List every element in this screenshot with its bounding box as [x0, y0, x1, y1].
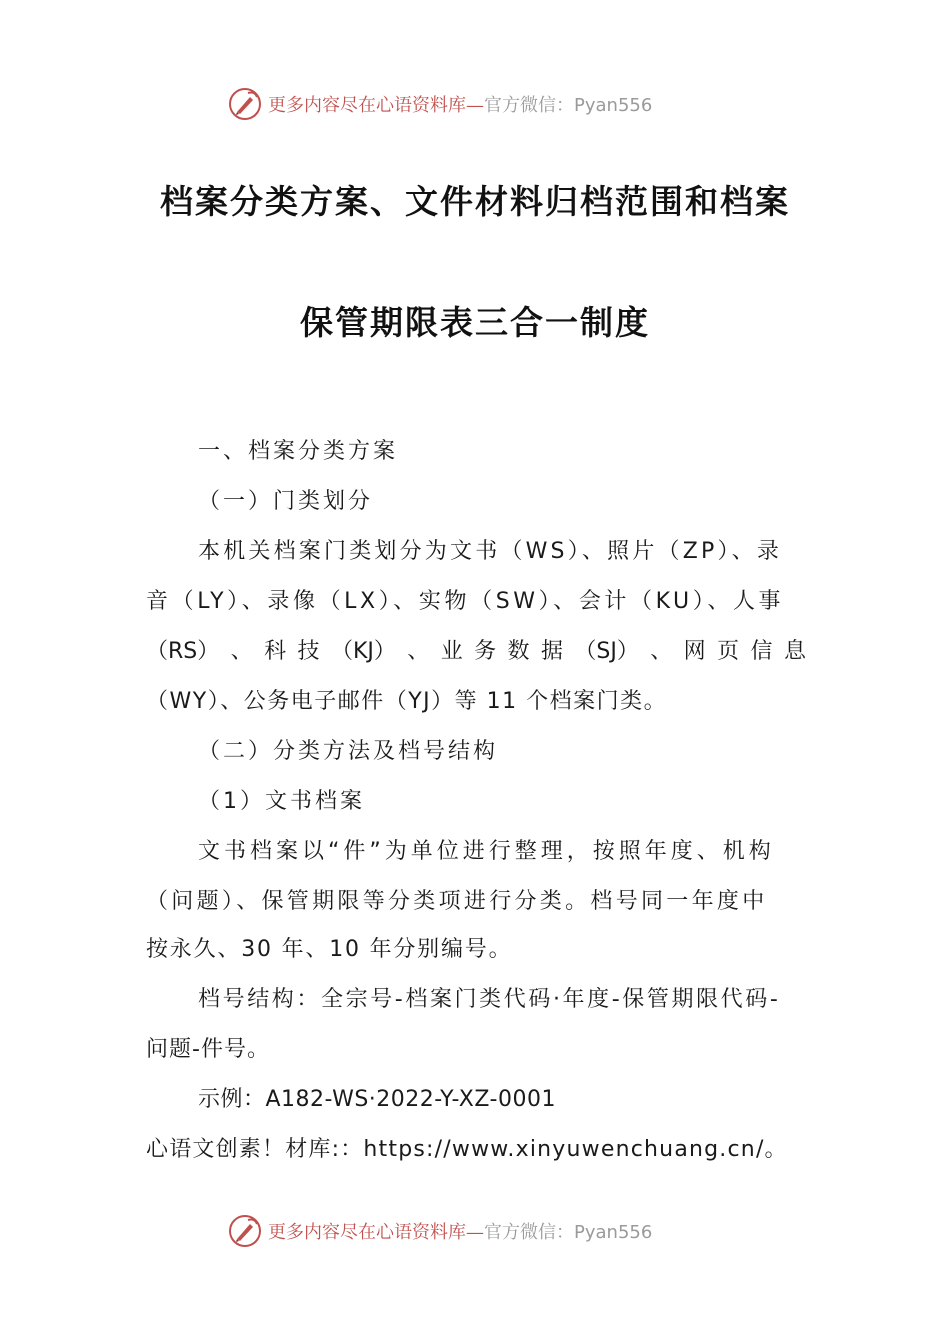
section-heading-1: 一、档案分类方案	[198, 439, 399, 464]
text-fragment: 技	[297, 639, 320, 664]
paragraph-2-line-2: （问题）、保管期限等分类项进行分类。档号同一年度中	[146, 889, 768, 914]
watermark-wechat: 官方微信：Pyan556	[484, 1222, 653, 1243]
example-line: 示例：A182-WS·2022-Y-XZ-0001	[198, 1087, 556, 1112]
text-fragment: 信	[750, 639, 773, 664]
paragraph-2-line-1: 文书档案以“件”为单位进行整理，按照年度、机构	[198, 839, 775, 864]
text-fragment: 、	[230, 639, 253, 664]
paragraph-1-line-2: 音（LY）、录像（LX）、实物（SW）、会计（KU）、人事	[146, 589, 785, 614]
text-fragment: 息	[783, 639, 806, 664]
text-fragment: 据	[540, 639, 563, 664]
document-title-line-2: 保管期限表三合一制度	[300, 303, 650, 342]
paragraph-1-line-4: （WY）、公务电子邮件（YJ）等 11 个档案门类。	[146, 689, 668, 714]
text-fragment: 、	[650, 639, 673, 664]
subsection-heading-2: （二）分类方法及档号结构	[198, 739, 499, 764]
paragraph-3-line-2: 问题-件号。	[146, 1037, 270, 1062]
watermark-text: 更多内容尽在心语资料库—	[268, 1222, 484, 1243]
text-fragment: 页	[717, 639, 740, 664]
watermark-wechat: 官方微信：Pyan556	[484, 95, 653, 116]
text-fragment: （KJ）	[330, 639, 396, 664]
footer-note: 心语文创素！材库:：https://www.xinyuwenchuang.cn/。	[146, 1137, 788, 1162]
document-title-line-1: 档案分类方案、文件材料归档范围和档案	[160, 182, 790, 221]
text-fragment: 业	[440, 639, 463, 664]
paragraph-1-line-3	[146, 634, 806, 665]
paragraph-2-line-3: 按永久、30 年、10 年分别编号。	[146, 937, 513, 962]
watermark-bottom	[228, 1213, 748, 1249]
watermark-text: 更多内容尽在心语资料库—	[268, 95, 484, 116]
pen-logo-icon	[228, 87, 262, 121]
text-fragment: 科	[264, 639, 287, 664]
pen-logo-icon	[228, 1214, 262, 1248]
text-fragment: （RS）	[146, 639, 220, 664]
subsection-heading-1: （一）门类划分	[198, 489, 374, 514]
text-fragment: 数	[507, 639, 530, 664]
paragraph-3-line-1: 档号结构：全宗号-档案门类代码·年度-保管期限代码-	[198, 987, 781, 1012]
text-fragment: 务	[474, 639, 497, 664]
watermark-top	[228, 86, 748, 122]
text-fragment: （SJ）	[574, 639, 639, 664]
text-fragment: 网	[683, 639, 706, 664]
subsection-heading-2-1: （1）文书档案	[198, 789, 365, 814]
text-fragment: 、	[407, 639, 430, 664]
paragraph-1-line-1: 本机关档案门类划分为文书（WS）、照片（ZP）、录	[198, 539, 783, 564]
